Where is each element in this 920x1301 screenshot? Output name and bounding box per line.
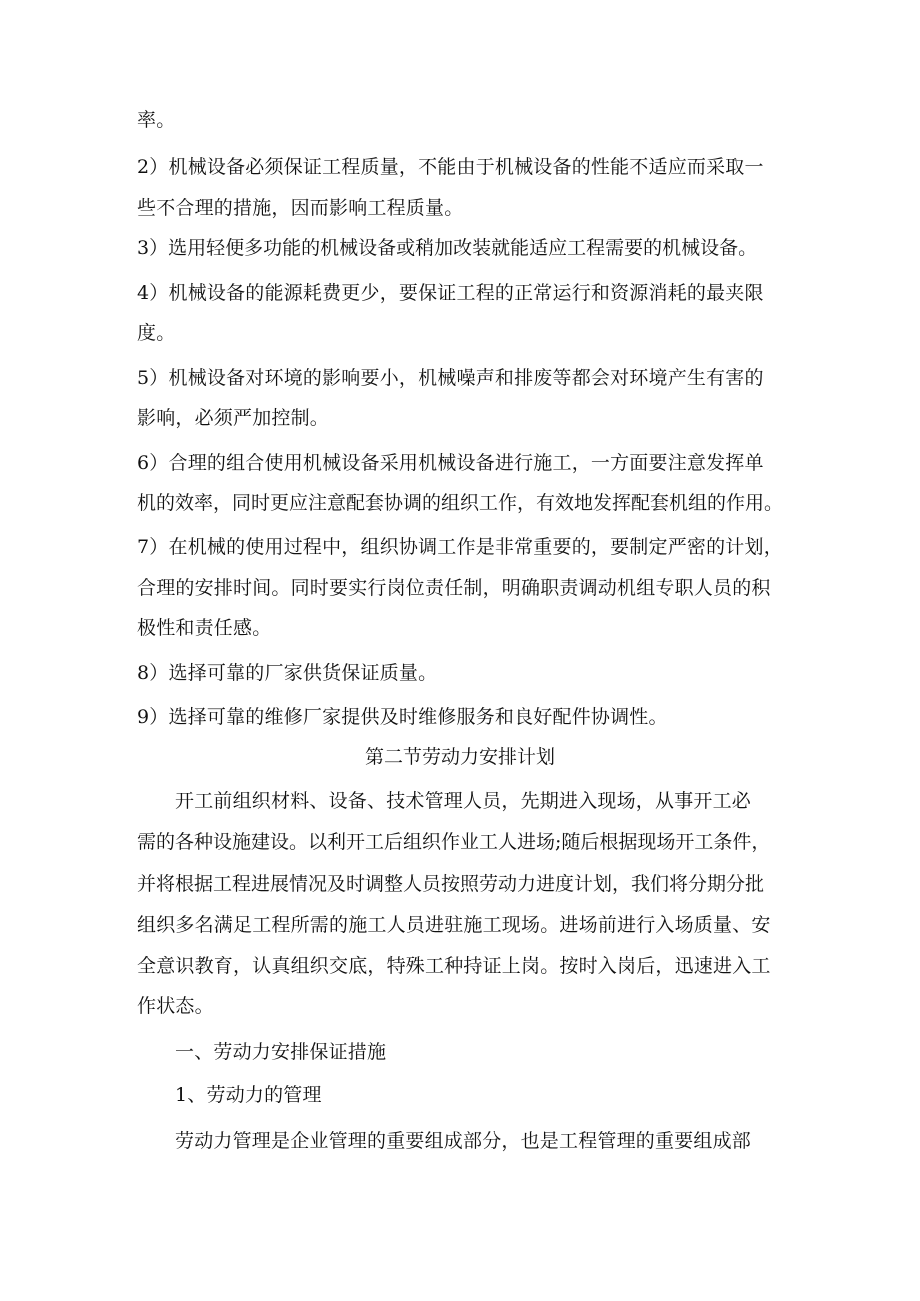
list-line: 影响，必须严加控制。 [137,407,330,429]
list-line: 6）合理的组合使用机械设备采用机械设备进行施工，一方面要注意发挥单 [137,452,764,474]
paragraph-line: 组织多名满足工程所需的施工人员进驻施工现场。进场前进行入场质量、安 [137,914,771,936]
paragraph-line: 全意识教育，认真组织交底，特殊工种持证上岗。按时入岗后，迅速进入工 [137,955,771,977]
subheading-measures: 一、劳动力安排保证措施 [175,1041,387,1063]
list-line: 极性和责任感。 [137,617,272,639]
list-line: 度。 [137,322,176,344]
list-line: 7）在机械的使用过程中，组织协调工作是非常重要的，要制定严密的计划， [137,536,783,558]
list-line: 2）机械设备必须保证工程质量，不能由于机械设备的性能不适应而采取一 [137,156,764,178]
section-title: 第二节劳动力安排计划 [364,746,555,768]
list-line: 合理的安排时间。同时要实行岗位责任制，明确职责调动机组专职人员的积 [137,577,771,599]
list-line: 9）选择可靠的维修厂家提供及时维修服务和良好配件协调性。 [137,706,668,728]
paragraph-line: 作状态。 [137,995,214,1017]
paragraph-line: 需的各种设施建设。以利开工后组织作业工人进场;随后根据现场开工条件， [137,831,771,853]
list-line: 率。 [137,109,176,131]
list-line: 4）机械设备的能源耗费更少，要保证工程的正常运行和资源消耗的最夹限 [137,282,764,304]
paragraph-line: 并将根据工程进展情况及时调整人员按照劳动力进度计划，我们将分期分批 [137,873,765,895]
list-line: 8）选择可靠的厂家供货保证质量。 [137,662,438,684]
list-line: 机的效率，同时更应注意配套协调的组织工作，有效地发挥配套机组的作用。 [137,492,784,514]
paragraph-line: 开工前组织材料、设备、技术管理人员，先期进入现场，从事开工必 [175,790,752,812]
list-line: 3）选用轻便多功能的机械设备或稍加改装就能适应工程需要的机械设备。 [137,237,758,259]
list-line: 些不合理的措施，因而影响工程质量。 [137,197,464,219]
subheading-labor-management: 1、劳动力的管理 [175,1084,322,1106]
list-line: 5）机械设备对环境的影响要小，机械噪声和排废等都会对环境产生有害的 [137,367,764,389]
paragraph-line: 劳动力管理是企业管理的重要组成部分，也是工程管理的重要组成部 [175,1130,752,1152]
